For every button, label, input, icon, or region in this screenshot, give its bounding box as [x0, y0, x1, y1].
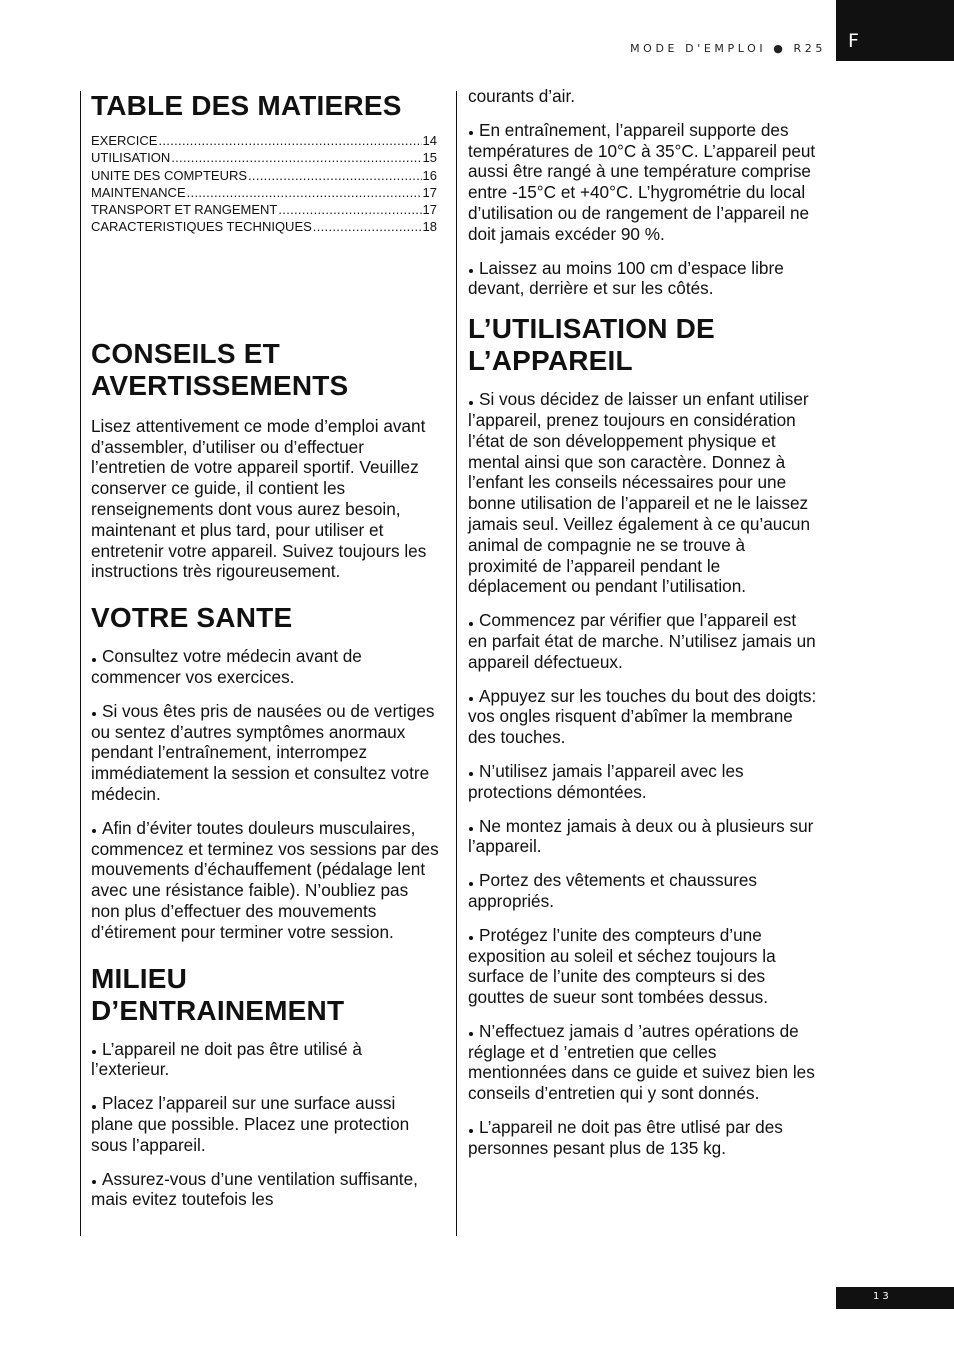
- toc-entry[interactable]: UNITE DES COMPTEURS ..... 16: [91, 167, 437, 184]
- bullet-icon: [469, 269, 473, 273]
- bullet-icon: [92, 1180, 96, 1184]
- conseils-paragraph: Lisez attentivement ce mode d’emploi avant d’assembler, d’utiliser ou d’effectuer l’entretien de votre appareil sportif. Veuillez conserver ce guide, il contient les renseignements dont vous aurez besoin, maintenant et plus tard, pour utiliser et entretenir votre appareil. Suivez toujours les instructions très rigoureusement.: [91, 415, 427, 582]
- milieu-bullet-3: Assurez-vous d’une ventilation suffisante, mais evitez toutefois les: [91, 1168, 418, 1210]
- utilisation-bullet-9: L’appareil ne doit pas être utlisé par des personnes pesant plus de 135 kg.: [468, 1117, 783, 1158]
- toc-entry[interactable]: UTILISATION ..... 15: [91, 149, 437, 166]
- utilisation-bullet-5: Ne montez jamais à deux ou à plusieurs sur l’appareil.: [468, 815, 814, 857]
- milieu-continued: courants d’air.: [468, 86, 576, 106]
- utilisation-heading: L’UTILISATION DE L’APPAREIL: [468, 313, 715, 377]
- bullet-icon: [469, 827, 473, 831]
- milieu-bullet-4: En entraînement, l’appareil supporte des températures de 10°C à 35°C. L’appareil peut aussi être rangé à une température comprise entre -15°C et +40°C. L’hygrométrie du local d’utilisation ou de rangement de l’appareil ne doit jamais excéder 90 %.: [468, 119, 816, 244]
- bullet-icon: [469, 697, 473, 701]
- utilisation-bullet-2: Commencez par vérifier que l’appareil est en parfait état de marche. N’utilisez jamais un appareil défectueux.: [468, 610, 816, 672]
- bullet-icon: [469, 882, 473, 886]
- milieu-bullet-1: L’appareil ne doit pas être utilisé à l’exterieur.: [91, 1038, 362, 1080]
- bullet-icon: [92, 712, 96, 716]
- sante-bullet-3: Afin d’éviter toutes douleurs musculaires, commencez et terminez vos sessions par des mouvements d’échauffement (pédalage lent avec une résistance faible). N’oubliez pas non plus d’effectuer des mouvements d’étirement pour terminer votre session.: [91, 817, 439, 942]
- milieu-heading: MILIEU D’ENTRAINEMENT: [91, 962, 345, 1026]
- milieu-bullet-5: Laissez au moins 100 cm d’espace libre devant, derrière et sur les côtés.: [468, 257, 784, 299]
- sante-heading: VOTRE SANTE: [91, 602, 293, 634]
- bullet-icon: [469, 772, 473, 776]
- column-rule-middle: [456, 91, 457, 1236]
- utilisation-bullet-1: Si vous décidez de laisser un enfant utiliser l’appareil, prenez toujours en considération l’état de son développement physique et mental ainsi que son caractère. Donnez à l’enfant les conseils nécessaires pour une bonne utilisation de l’appareil et ne le laissez jamais seul. Veillez également à ce qu’aucun animal de compagnie ne se trouve à proximité de l’appareil pendant le déplacement ou pendant l’utilisation.: [468, 389, 811, 597]
- language-tab: [836, 0, 954, 61]
- sante-bullet-1: Consultez votre médecin avant de commencer vos exercices.: [91, 646, 362, 687]
- column-rule-left: [80, 91, 81, 1236]
- left-column: [91, 90, 441, 1210]
- toc-entry[interactable]: CARACTERISTIQUES TECHNIQUES ..... 18: [91, 218, 437, 235]
- page-number-tab: [836, 1287, 954, 1309]
- utilisation-bullet-6: Portez des vêtements et chaussures appropriés.: [468, 870, 758, 911]
- bullet-icon: [92, 829, 96, 833]
- right-column: [468, 86, 818, 1159]
- conseils-heading: CONSEILS ET AVERTISSEMENTS: [91, 337, 349, 401]
- language-label: F: [848, 30, 859, 52]
- utilisation-bullet-7: Protégez l’unite des compteurs d’une exposition au soleil et séchez toujours la surface de l’unite des compteurs si des gouttes de sueur sont tombées dessus.: [468, 924, 776, 1008]
- bullet-icon: [469, 622, 473, 626]
- page-number: 13: [873, 1291, 892, 1302]
- utilisation-bullet-4: N’utilisez jamais l’appareil avec les protections démontées.: [468, 760, 744, 802]
- toc-entry[interactable]: TRANSPORT ET RANGEMENT ..... 17: [91, 201, 437, 218]
- toc-list: [91, 132, 441, 236]
- bullet-icon: [469, 401, 473, 405]
- milieu-bullet-2: Placez l’appareil sur une surface aussi plane que possible. Placez une protection sous l’appareil.: [91, 1093, 410, 1155]
- running-header: MODE D'EMPLOI ● R25: [630, 42, 826, 55]
- toc-entry[interactable]: MAINTENANCE ..... 17: [91, 184, 437, 201]
- bullet-icon: [469, 1032, 473, 1036]
- toc-entry[interactable]: EXERCICE ..... 14: [91, 132, 437, 149]
- bullet-icon: [469, 131, 473, 135]
- bullet-icon: [92, 1105, 96, 1109]
- bullet-icon: [469, 936, 473, 940]
- bullet-icon: [92, 1050, 96, 1054]
- sante-bullet-2: Si vous êtes pris de nausées ou de vertiges ou sentez d’autres symptômes anormaux pendant l’entraînement, interrompez immédiatement la session et consultez votre médecin.: [91, 700, 435, 804]
- utilisation-bullet-3: Appuyez sur les touches du bout des doigts: vos ongles risquent d’abîmer la membrane des touches.: [468, 685, 817, 748]
- toc-heading: TABLE DES MATIERES: [91, 90, 402, 121]
- bullet-icon: [469, 1129, 473, 1133]
- bullet-icon: [92, 658, 96, 662]
- utilisation-bullet-8: N’effectuez jamais d ’autres opérations de réglage et d ’entretien que celles mentionnées dans ce guide et suivez bien les conseils d’entretien qui y sont donnés.: [468, 1020, 815, 1104]
